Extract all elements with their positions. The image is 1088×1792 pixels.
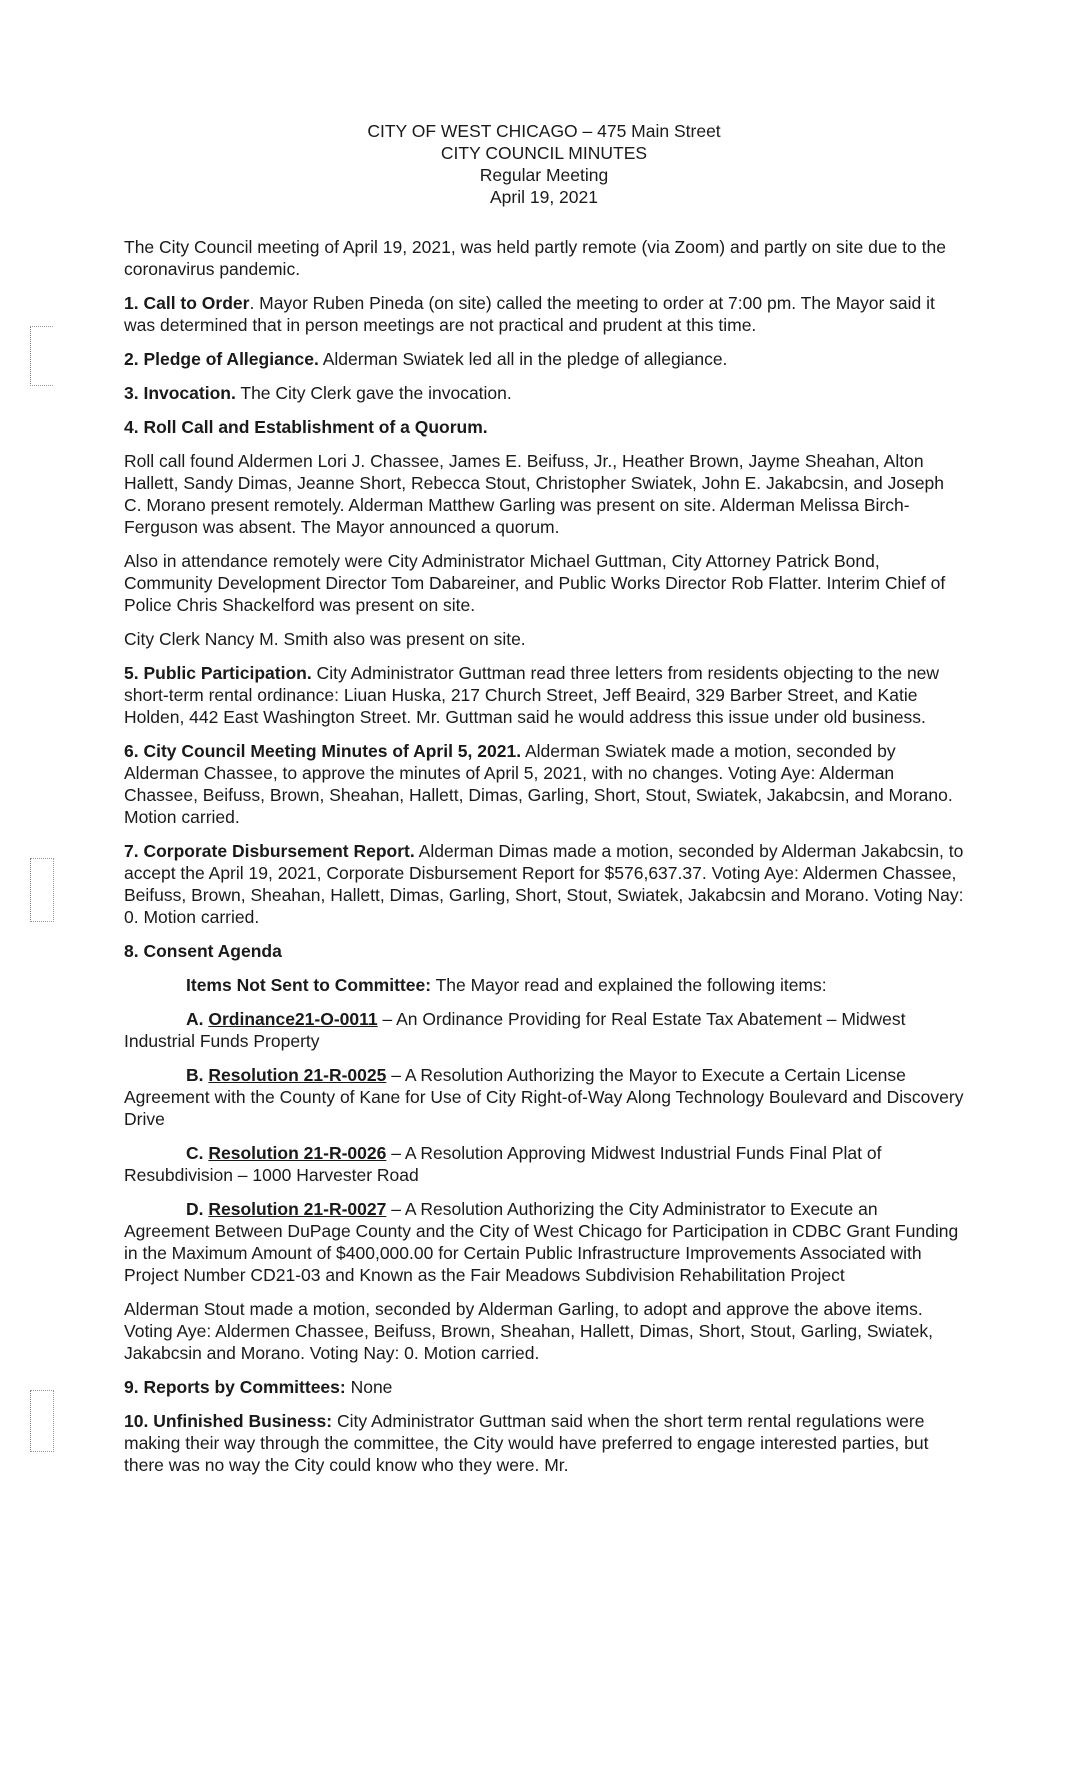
- section-text: Alderman Dimas made a motion, seconded by Alderman Jakabcsin, to accept the April 19, 2021, Corporate Disbursement Report for $576,637.37. Voting Aye: Aldermen Chassee, Beifuss, Brown, Sheahan, Hallett, Dimas, Garling, Short, Stout, Swiatek, Jakabcsin and Morano. Voting Nay: 0. Motion carried.: [124, 841, 964, 927]
- item-letter: C.: [186, 1143, 204, 1163]
- section-unfinished-business: [124, 1410, 964, 1476]
- item-text: – A Resolution Authorizing the City Administrator to Execute an Agreement Between DuPage County and the City of West Chicago for Participation in CDBC Grant Funding in the Maximum Amount of $400,000.00 for Certain Public Infrastructure Improvements Associated with Project Number CD21-03 and Known as the Fair Meadows Subdivision Rehabilitation Project: [124, 1199, 959, 1285]
- section-heading: 8. Consent Agenda: [124, 941, 282, 961]
- section-heading: 3. Invocation.: [124, 383, 236, 403]
- item-letter: A.: [186, 1009, 204, 1029]
- section-heading: 2. Pledge of Allegiance.: [124, 349, 319, 369]
- section-call-to-order: [124, 292, 964, 336]
- section-text: Alderman Swiatek led all in the pledge of allegiance.: [318, 349, 728, 369]
- hole-punch-mark: [30, 1390, 54, 1452]
- consent-motion-paragraph: Alderman Stout made a motion, seconded by Alderman Garling, to adopt and approve the above items. Voting Aye: Aldermen Chassee, Beifuss, Brown, Sheahan, Hallett, Dimas, Short, Stout, Garling, Swiatek, Jakabcsin and Morano. Voting Nay: 0. Motion carried.: [124, 1299, 933, 1363]
- section-heading: 4. Roll Call and Establishment of a Quorum.: [124, 417, 488, 437]
- subheading-text: The Mayor read and explained the following items:: [431, 975, 827, 995]
- hole-punch-mark: [30, 326, 53, 386]
- minutes-body: [124, 236, 964, 1488]
- roll-call-paragraph: Roll call found Aldermen Lori J. Chassee, James E. Beifuss, Jr., Heather Brown, Jayme Sheahan, Alton Hallett, Sandy Dimas, Jeanne Short, Rebecca Stout, Christopher Swiatek, John E. Jakabcsin, and Joseph C. Morano present remotely. Alderman Matthew Garling was present on site. Alderman Melissa Birch-Ferguson was absent. The Mayor announced a quorum.: [124, 451, 945, 537]
- item-text: – A Resolution Approving Midwest Industrial Funds Final Plat of Resubdivision – 1000 Harvester Road: [124, 1143, 882, 1185]
- section-text: City Administrator Guttman read three letters from residents objecting to the new short-term rental ordinance: Liuan Huska, 217 Church Street, Jeff Beaird, 329 Barber Street, and Katie Holden, 442 East Washington Street. Mr. Guttman said he would address this issue under old business.: [124, 663, 940, 727]
- consent-item-a: [124, 1008, 964, 1052]
- section-public-participation: [124, 662, 964, 728]
- item-reference-link[interactable]: Resolution 21-R-0026: [208, 1143, 387, 1163]
- item-letter: D.: [186, 1199, 204, 1219]
- header-date: April 19, 2021: [490, 187, 598, 207]
- section-roll-call: [124, 416, 964, 438]
- consent-item-c: [124, 1142, 964, 1186]
- section-heading: 10. Unfinished Business:: [124, 1411, 333, 1431]
- section-disbursement-report: [124, 840, 964, 928]
- section-invocation: [124, 382, 964, 404]
- section-text: . Mayor Ruben Pineda (on site) called the meeting to order at 7:00 pm. The Mayor said it was determined that in person meetings are not practical and prudent at this time.: [124, 293, 935, 335]
- consent-item-d: [124, 1198, 964, 1286]
- section-heading: 9. Reports by Committees:: [124, 1377, 346, 1397]
- section-heading: 7. Corporate Disbursement Report.: [124, 841, 415, 861]
- item-reference-link[interactable]: Resolution 21-R-0025: [208, 1065, 387, 1085]
- section-heading: 1. Call to Order: [124, 293, 250, 313]
- section-meeting-minutes: [124, 740, 964, 828]
- item-text: – A Resolution Authorizing the Mayor to Execute a Certain License Agreement with the County of Kane for Use of City Right-of-Way Along Technology Boulevard and Discovery Drive: [124, 1065, 964, 1129]
- attendance-paragraph: Also in attendance remotely were City Administrator Michael Guttman, City Attorney Patrick Bond, Community Development Director Tom Dabareiner, and Public Works Director Rob Flatter. Interim Chief of Police Chris Shackelford was present on site.: [124, 551, 946, 615]
- hole-punch-mark: [30, 858, 54, 922]
- item-reference-link[interactable]: Ordinance21-O-0011: [208, 1009, 378, 1029]
- document-header: [0, 120, 1088, 208]
- consent-item-b: [124, 1064, 964, 1130]
- section-heading: 5. Public Participation.: [124, 663, 312, 683]
- section-text: Alderman Swiatek made a motion, seconded by Alderman Chassee, to approve the minutes of April 5, 2021, with no changes. Voting Aye: Alderman Chassee, Beifuss, Brown, Sheahan, Hallett, Dimas, Garling, Short, Stout, Swiatek, Jakabcsin, and Morano. Motion carried.: [124, 741, 953, 827]
- item-reference-link[interactable]: Resolution 21-R-0027: [208, 1199, 387, 1219]
- section-heading: 6. City Council Meeting Minutes of April 5, 2021.: [124, 741, 522, 761]
- section-committee-reports: [124, 1376, 964, 1398]
- section-pledge: [124, 348, 964, 370]
- consent-subheading: [124, 974, 964, 996]
- subheading-label: Items Not Sent to Committee:: [186, 975, 432, 995]
- item-text: – An Ordinance Providing for Real Estate Tax Abatement – Midwest Industrial Funds Property: [124, 1009, 906, 1051]
- section-consent-agenda: [124, 940, 964, 962]
- section-text: City Administrator Guttman said when the short term rental regulations were making their way through the committee, the City would have preferred to engage interested parties, but there was no way the City could know who they were. Mr.: [124, 1411, 929, 1475]
- header-meeting-type: Regular Meeting: [479, 165, 609, 185]
- section-text: The City Clerk gave the invocation.: [235, 383, 512, 403]
- section-text: None: [345, 1377, 393, 1397]
- header-city-address: CITY OF WEST CHICAGO – 475 Main Street: [367, 121, 721, 141]
- item-letter: B.: [186, 1065, 204, 1085]
- clerk-paragraph: City Clerk Nancy M. Smith also was present on site.: [124, 629, 526, 649]
- intro-paragraph: The City Council meeting of April 19, 2021, was held partly remote (via Zoom) and partly on site due to the coronavirus pandemic.: [124, 237, 946, 279]
- header-title: CITY COUNCIL MINUTES: [440, 143, 648, 163]
